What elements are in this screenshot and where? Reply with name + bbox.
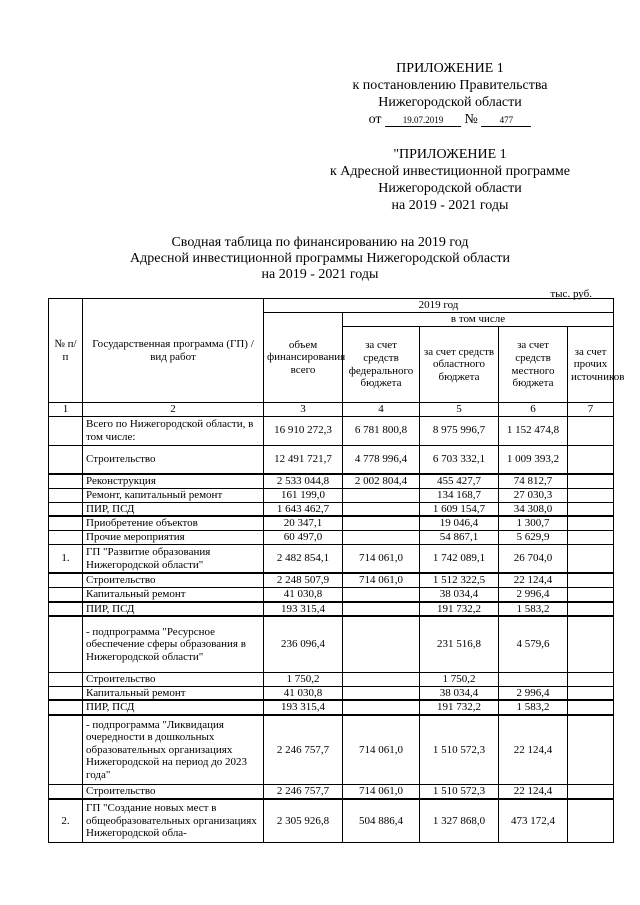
col-header-including: в том числе xyxy=(343,313,614,327)
cell-total: 2 533 044,8 xyxy=(264,474,343,488)
table-row xyxy=(49,700,614,715)
cell-other xyxy=(568,516,614,530)
cell-local: 22 124,4 xyxy=(499,785,568,799)
cell-total: 193 315,4 xyxy=(264,602,343,617)
appendix-1-line-1: к постановлению Правительства xyxy=(352,78,548,93)
col-number: 4 xyxy=(343,403,420,417)
cell-num xyxy=(49,715,83,785)
cell-other xyxy=(568,672,614,686)
cell-federal xyxy=(343,700,420,715)
cell-local: 1 583,2 xyxy=(499,602,568,617)
cell-federal: 2 002 804,4 xyxy=(343,474,420,488)
table-row xyxy=(49,672,614,686)
cell-name: ПИР, ПСД xyxy=(83,700,264,715)
cell-regional: 1 327 868,0 xyxy=(420,799,499,843)
cell-regional: 1 750,2 xyxy=(420,672,499,686)
cell-other xyxy=(568,502,614,516)
cell-federal xyxy=(343,502,420,516)
cell-name: ГП "Создание новых мест в общеобразовательных организациях Нижегородской обла- xyxy=(83,799,264,843)
cell-federal: 6 781 800,8 xyxy=(343,416,420,445)
cell-other xyxy=(568,602,614,617)
col-header-local: за счет средств местного бюджета xyxy=(499,327,568,403)
financing-table xyxy=(48,298,625,843)
col-header-federal: за счет средств федерального бюджета xyxy=(343,327,420,403)
table-row xyxy=(49,715,614,785)
cell-local: 5 629,9 xyxy=(499,530,568,544)
cell-other xyxy=(568,530,614,544)
col-header-num: № п/п xyxy=(49,299,83,403)
cell-num: 2. xyxy=(49,799,83,843)
cell-name: Ремонт, капитальный ремонт xyxy=(83,488,264,502)
table-title xyxy=(0,235,640,283)
cell-name: Прочие мероприятия xyxy=(83,530,264,544)
col-header-program: Государственная программа (ГП) / вид работ xyxy=(83,299,264,403)
cell-other xyxy=(568,587,614,601)
col-number: 6 xyxy=(499,403,568,417)
col-number: 7 xyxy=(568,403,614,417)
appendix-2-title: "ПРИЛОЖЕНИЕ 1 xyxy=(393,147,507,162)
cell-other xyxy=(568,573,614,587)
cell-other xyxy=(568,474,614,488)
cell-total: 20 347,1 xyxy=(264,516,343,530)
appendix-1-header xyxy=(260,60,640,128)
cell-num xyxy=(49,488,83,502)
table-row xyxy=(49,573,614,587)
cell-num xyxy=(49,616,83,672)
table-title-line-1: Сводная таблица по финансированию на 2019 год xyxy=(171,235,469,250)
table-title-line-2: Адресной инвестиционной программы Нижегородской области xyxy=(130,251,510,266)
cell-local: 1 300,7 xyxy=(499,516,568,530)
table-row xyxy=(49,488,614,502)
cell-regional: 1 512 322,5 xyxy=(420,573,499,587)
cell-federal xyxy=(343,616,420,672)
cell-total: 60 497,0 xyxy=(264,530,343,544)
cell-local: 26 704,0 xyxy=(499,544,568,573)
cell-federal xyxy=(343,686,420,700)
cell-total: 2 305 926,8 xyxy=(264,799,343,843)
cell-total: 236 096,4 xyxy=(264,616,343,672)
table-row xyxy=(49,530,614,544)
cell-num: 1. xyxy=(49,544,83,573)
cell-num xyxy=(49,445,83,474)
table-row xyxy=(49,502,614,516)
column-number-row xyxy=(49,403,614,417)
decree-date-line xyxy=(260,111,640,128)
table-row xyxy=(49,799,614,843)
appendix-2-line-2: Нижегородской области xyxy=(378,181,522,196)
cell-federal xyxy=(343,488,420,502)
cell-federal xyxy=(343,672,420,686)
cell-total: 2 246 757,7 xyxy=(264,785,343,799)
cell-num xyxy=(49,416,83,445)
table-title-line-3: на 2019 - 2021 годы xyxy=(261,267,379,282)
cell-total: 161 199,0 xyxy=(264,488,343,502)
cell-other xyxy=(568,686,614,700)
cell-name: Реконструкция xyxy=(83,474,264,488)
cell-num xyxy=(49,573,83,587)
cell-name: Капитальный ремонт xyxy=(83,587,264,601)
appendix-1-title: ПРИЛОЖЕНИЕ 1 xyxy=(396,61,504,76)
table-row xyxy=(49,516,614,530)
cell-federal: 714 061,0 xyxy=(343,715,420,785)
table-body xyxy=(49,416,614,843)
cell-other xyxy=(568,544,614,573)
cell-other xyxy=(568,700,614,715)
cell-local: 34 308,0 xyxy=(499,502,568,516)
cell-num xyxy=(49,502,83,516)
number-label: № xyxy=(464,112,478,127)
col-number: 5 xyxy=(420,403,499,417)
cell-num xyxy=(49,700,83,715)
cell-regional: 38 034,4 xyxy=(420,686,499,700)
cell-local: 1 009 393,2 xyxy=(499,445,568,474)
cell-local: 22 124,4 xyxy=(499,715,568,785)
units-label: тыс. руб. xyxy=(550,288,592,300)
col-number: 3 xyxy=(264,403,343,417)
cell-name: Приобретение объектов xyxy=(83,516,264,530)
cell-num xyxy=(49,530,83,544)
cell-regional: 1 510 572,3 xyxy=(420,715,499,785)
appendix-2-line-3: на 2019 - 2021 годы xyxy=(391,198,509,213)
cell-regional: 38 034,4 xyxy=(420,587,499,601)
appendix-2-header xyxy=(260,146,640,214)
cell-total: 2 248 507,9 xyxy=(264,573,343,587)
table-row xyxy=(49,474,614,488)
cell-num xyxy=(49,587,83,601)
col-header-total: объем финансирования всего xyxy=(264,313,343,403)
cell-other xyxy=(568,445,614,474)
cell-other xyxy=(568,785,614,799)
cell-total: 12 491 721,7 xyxy=(264,445,343,474)
cell-name: ПИР, ПСД xyxy=(83,602,264,617)
cell-total: 16 910 272,3 xyxy=(264,416,343,445)
cell-regional: 455 427,7 xyxy=(420,474,499,488)
cell-name: - подпрограмма "Ликвидация очередности в дошкольных образовательных организациях Нижегородской на период до 2023 года" xyxy=(83,715,264,785)
cell-local: 1 152 474,8 xyxy=(499,416,568,445)
cell-federal xyxy=(343,587,420,601)
cell-local: 74 812,7 xyxy=(499,474,568,488)
cell-regional: 6 703 332,1 xyxy=(420,445,499,474)
cell-name: Строительство xyxy=(83,445,264,474)
table-row xyxy=(49,602,614,617)
table-row xyxy=(49,544,614,573)
cell-total: 2 246 757,7 xyxy=(264,715,343,785)
cell-local: 473 172,4 xyxy=(499,799,568,843)
cell-total: 1 643 462,7 xyxy=(264,502,343,516)
cell-name: ГП "Развитие образования Нижегородской области" xyxy=(83,544,264,573)
cell-num xyxy=(49,672,83,686)
cell-num xyxy=(49,602,83,617)
cell-federal xyxy=(343,602,420,617)
col-number: 2 xyxy=(83,403,264,417)
cell-total: 41 030,8 xyxy=(264,686,343,700)
col-header-regional: за счет средств областного бюджета xyxy=(420,327,499,403)
cell-name: Всего по Нижегородской области, в том числе: xyxy=(83,416,264,445)
cell-num xyxy=(49,474,83,488)
cell-local: 22 124,4 xyxy=(499,573,568,587)
cell-total: 2 482 854,1 xyxy=(264,544,343,573)
cell-regional: 8 975 996,7 xyxy=(420,416,499,445)
table-row xyxy=(49,416,614,445)
cell-federal: 4 778 996,4 xyxy=(343,445,420,474)
cell-local: 2 996,4 xyxy=(499,587,568,601)
cell-regional: 231 516,8 xyxy=(420,616,499,672)
col-header-year: 2019 год xyxy=(264,299,614,313)
table-row xyxy=(49,616,614,672)
cell-federal: 714 061,0 xyxy=(343,544,420,573)
cell-other xyxy=(568,416,614,445)
cell-name: Строительство xyxy=(83,573,264,587)
cell-regional: 1 609 154,7 xyxy=(420,502,499,516)
cell-name: - подпрограмма "Ресурсное обеспечение сферы образования в Нижегородской области" xyxy=(83,616,264,672)
cell-other xyxy=(568,799,614,843)
col-number: 1 xyxy=(49,403,83,417)
appendix-1-line-2: Нижегородской области xyxy=(378,95,522,110)
cell-local: 2 996,4 xyxy=(499,686,568,700)
cell-regional: 19 046,4 xyxy=(420,516,499,530)
cell-federal: 714 061,0 xyxy=(343,573,420,587)
appendix-2-line-1: к Адресной инвестиционной программе xyxy=(329,164,571,179)
cell-local xyxy=(499,672,568,686)
cell-total: 41 030,8 xyxy=(264,587,343,601)
cell-total: 1 750,2 xyxy=(264,672,343,686)
cell-num xyxy=(49,686,83,700)
cell-num xyxy=(49,516,83,530)
cell-name: ПИР, ПСД xyxy=(83,502,264,516)
cell-local: 27 030,3 xyxy=(499,488,568,502)
table-row xyxy=(49,445,614,474)
col-header-other: за счет прочих источников xyxy=(568,327,614,403)
cell-other xyxy=(568,616,614,672)
cell-regional: 191 732,2 xyxy=(420,602,499,617)
cell-local: 1 583,2 xyxy=(499,700,568,715)
cell-regional: 134 168,7 xyxy=(420,488,499,502)
cell-regional: 191 732,2 xyxy=(420,700,499,715)
cell-regional: 1 510 572,3 xyxy=(420,785,499,799)
cell-federal xyxy=(343,530,420,544)
from-label: от xyxy=(368,112,382,127)
cell-regional: 54 867,1 xyxy=(420,530,499,544)
table-row xyxy=(49,587,614,601)
cell-num xyxy=(49,785,83,799)
cell-federal xyxy=(343,516,420,530)
cell-name: Капитальный ремонт xyxy=(83,686,264,700)
table-row xyxy=(49,686,614,700)
cell-federal: 504 886,4 xyxy=(343,799,420,843)
cell-total: 193 315,4 xyxy=(264,700,343,715)
cell-federal: 714 061,0 xyxy=(343,785,420,799)
cell-regional: 1 742 089,1 xyxy=(420,544,499,573)
decree-date: 19.07.2019 xyxy=(385,115,461,127)
table-row xyxy=(49,785,614,799)
decree-number: 477 xyxy=(481,115,531,127)
cell-other xyxy=(568,715,614,785)
cell-name: Строительство xyxy=(83,785,264,799)
cell-local: 4 579,6 xyxy=(499,616,568,672)
cell-name: Строительство xyxy=(83,672,264,686)
cell-other xyxy=(568,488,614,502)
